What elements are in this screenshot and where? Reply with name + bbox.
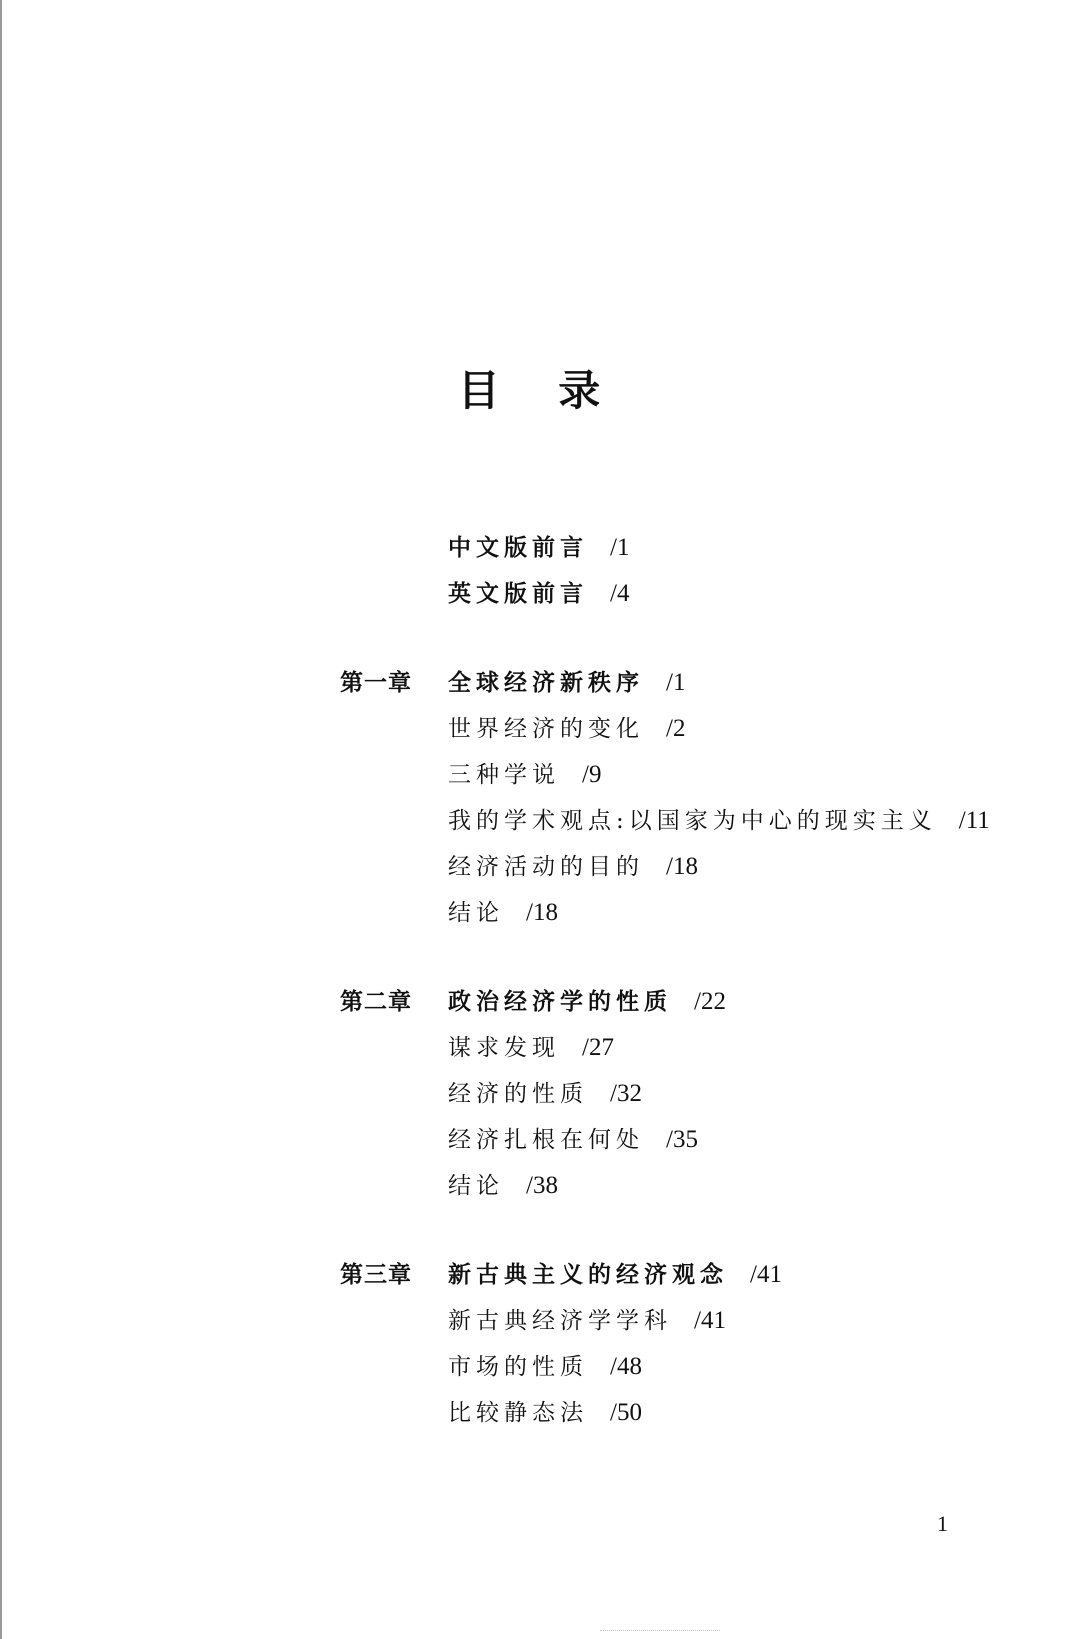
page-edge-line xyxy=(0,0,2,1639)
section-text: 比较静态法 xyxy=(448,1400,588,1426)
section-text: 三种学说 xyxy=(448,762,560,788)
chapter-label: 第一章 xyxy=(340,669,412,696)
scan-artifact xyxy=(600,1630,720,1634)
entry-page: /1 xyxy=(666,669,686,696)
section-text: 我的学术观点:以国家为中心的现实主义 xyxy=(448,808,937,834)
chapter-title-text: 新古典主义的经济观念 xyxy=(448,1261,728,1288)
entry-text: 英文版前言 xyxy=(448,580,588,607)
toc-entry-front-matter[interactable] xyxy=(448,580,629,608)
entry-page: /18 xyxy=(666,853,698,880)
chapter-title-text: 政治经济学的性质 xyxy=(448,988,672,1015)
entry-page: /27 xyxy=(582,1034,614,1061)
entry-page: /18 xyxy=(526,899,558,926)
section-text: 结论 xyxy=(448,1173,504,1199)
toc-section[interactable] xyxy=(448,853,698,881)
chapter-label: 第三章 xyxy=(340,1261,412,1288)
section-text: 经济扎根在何处 xyxy=(448,1127,644,1153)
section-text: 新古典经济学学科 xyxy=(448,1308,672,1334)
entry-page: /38 xyxy=(526,1172,558,1199)
entry-page: /11 xyxy=(958,807,990,834)
toc-section[interactable] xyxy=(448,715,685,743)
entry-page: /32 xyxy=(610,1080,642,1107)
toc-chapter-title[interactable] xyxy=(448,669,685,697)
toc-section[interactable] xyxy=(448,1126,698,1154)
section-text: 结论 xyxy=(448,900,504,926)
entry-page: /48 xyxy=(610,1353,642,1380)
entry-page: /4 xyxy=(610,580,630,607)
entry-page: /35 xyxy=(666,1126,698,1153)
toc-section[interactable] xyxy=(448,1034,614,1062)
toc-section[interactable] xyxy=(448,1307,726,1335)
toc-section[interactable] xyxy=(448,761,601,789)
section-text: 市场的性质 xyxy=(448,1354,588,1380)
toc-entry-front-matter[interactable] xyxy=(448,534,629,562)
entry-page: /41 xyxy=(694,1307,726,1334)
section-text: 经济的性质 xyxy=(448,1081,588,1107)
chapter-title-text: 全球经济新秩序 xyxy=(448,669,644,696)
toc-section[interactable] xyxy=(448,899,558,927)
entry-page: /9 xyxy=(582,761,602,788)
toc-section[interactable] xyxy=(448,1172,558,1200)
entry-page: /50 xyxy=(610,1399,642,1426)
toc-section[interactable] xyxy=(448,1399,642,1427)
entry-page: /1 xyxy=(610,534,630,561)
entry-page: /2 xyxy=(666,715,686,742)
toc-title: 目 录 xyxy=(457,366,623,415)
chapter-label: 第二章 xyxy=(340,988,412,1015)
toc-section[interactable] xyxy=(448,1353,642,1381)
section-text: 谋求发现 xyxy=(448,1035,560,1061)
toc-chapter-title[interactable] xyxy=(448,1261,782,1289)
entry-page: /22 xyxy=(694,988,726,1015)
toc-chapter-title[interactable] xyxy=(448,988,726,1016)
section-text: 经济活动的目的 xyxy=(448,854,644,880)
section-text: 世界经济的变化 xyxy=(448,716,644,742)
entry-text: 中文版前言 xyxy=(448,534,588,561)
toc-section[interactable] xyxy=(448,807,990,835)
page-number: 1 xyxy=(937,1511,948,1536)
entry-page: /41 xyxy=(750,1261,782,1288)
toc-section[interactable] xyxy=(448,1080,642,1108)
